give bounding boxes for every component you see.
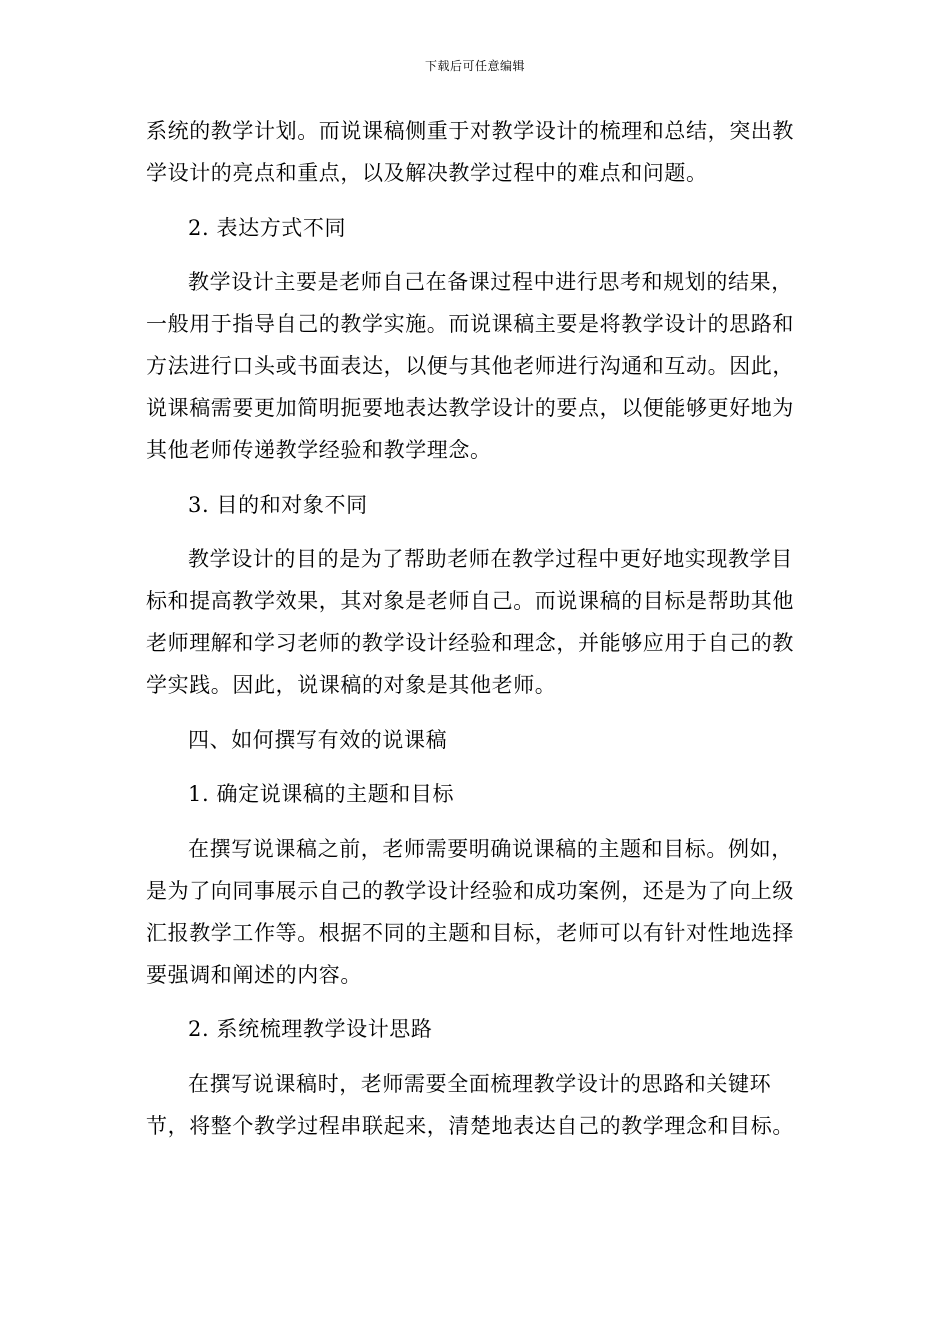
subheading-expression: 2. 表达方式不同 xyxy=(188,215,347,240)
subheading-theme-goal: 1. 确定说课稿的主题和目标 xyxy=(188,782,455,806)
paragraph-theme-goal: 在撰写说课稿之前，老师需要明确说课稿的主题和目标。例如，是为了向同事展示自己的教学设计经验和成功案例，还是为了向上级汇报教学工作等。根据不同的主题和目标，老师可以有针对性地选择要强调和阐述的内容。 xyxy=(146,836,794,987)
paragraph-expression: 教学设计主要是老师自己在备课过程中进行思考和规划的结果，一般用于指导自己的教学实施。而说课稿主要是将教学设计的思路和方法进行口头或书面表达，以便与其他老师进行沟通和互动。因此，说课稿需要更加简明扼要地表达教学设计的要点，以便能够更好地为其他老师传递教学经验和教学理念。 xyxy=(146,270,794,462)
page-header: 下载后可任意编辑 xyxy=(424,59,525,73)
paragraph-continuation: 系统的教学计划。而说课稿侧重于对教学设计的梳理和总结，突出教学设计的亮点和重点，以及解决教学过程中的难点和问题。 xyxy=(146,119,794,185)
paragraph-design-thinking: 在撰写说课稿时，老师需要全面梳理教学设计的思路和关键环节，将整个教学过程串联起来，清楚地表达自己的教学理念和目标。 xyxy=(146,1071,794,1138)
subheading-purpose: 3. 目的和对象不同 xyxy=(188,492,368,517)
document-body xyxy=(146,110,806,1159)
subheading-design-thinking: 2. 系统梳理教学设计思路 xyxy=(188,1017,433,1041)
section-heading-how-to-write: 四、如何撰写有效的说课稿 xyxy=(188,727,448,752)
paragraph-purpose: 教学设计的目的是为了帮助老师在教学过程中更好地实现教学目标和提高教学效果，其对象是老师自己。而说课稿的目标是帮助其他老师理解和学习老师的教学设计经验和理念，并能够应用于自己的教学实践。因此，说课稿的对象是其他老师。 xyxy=(146,547,794,697)
